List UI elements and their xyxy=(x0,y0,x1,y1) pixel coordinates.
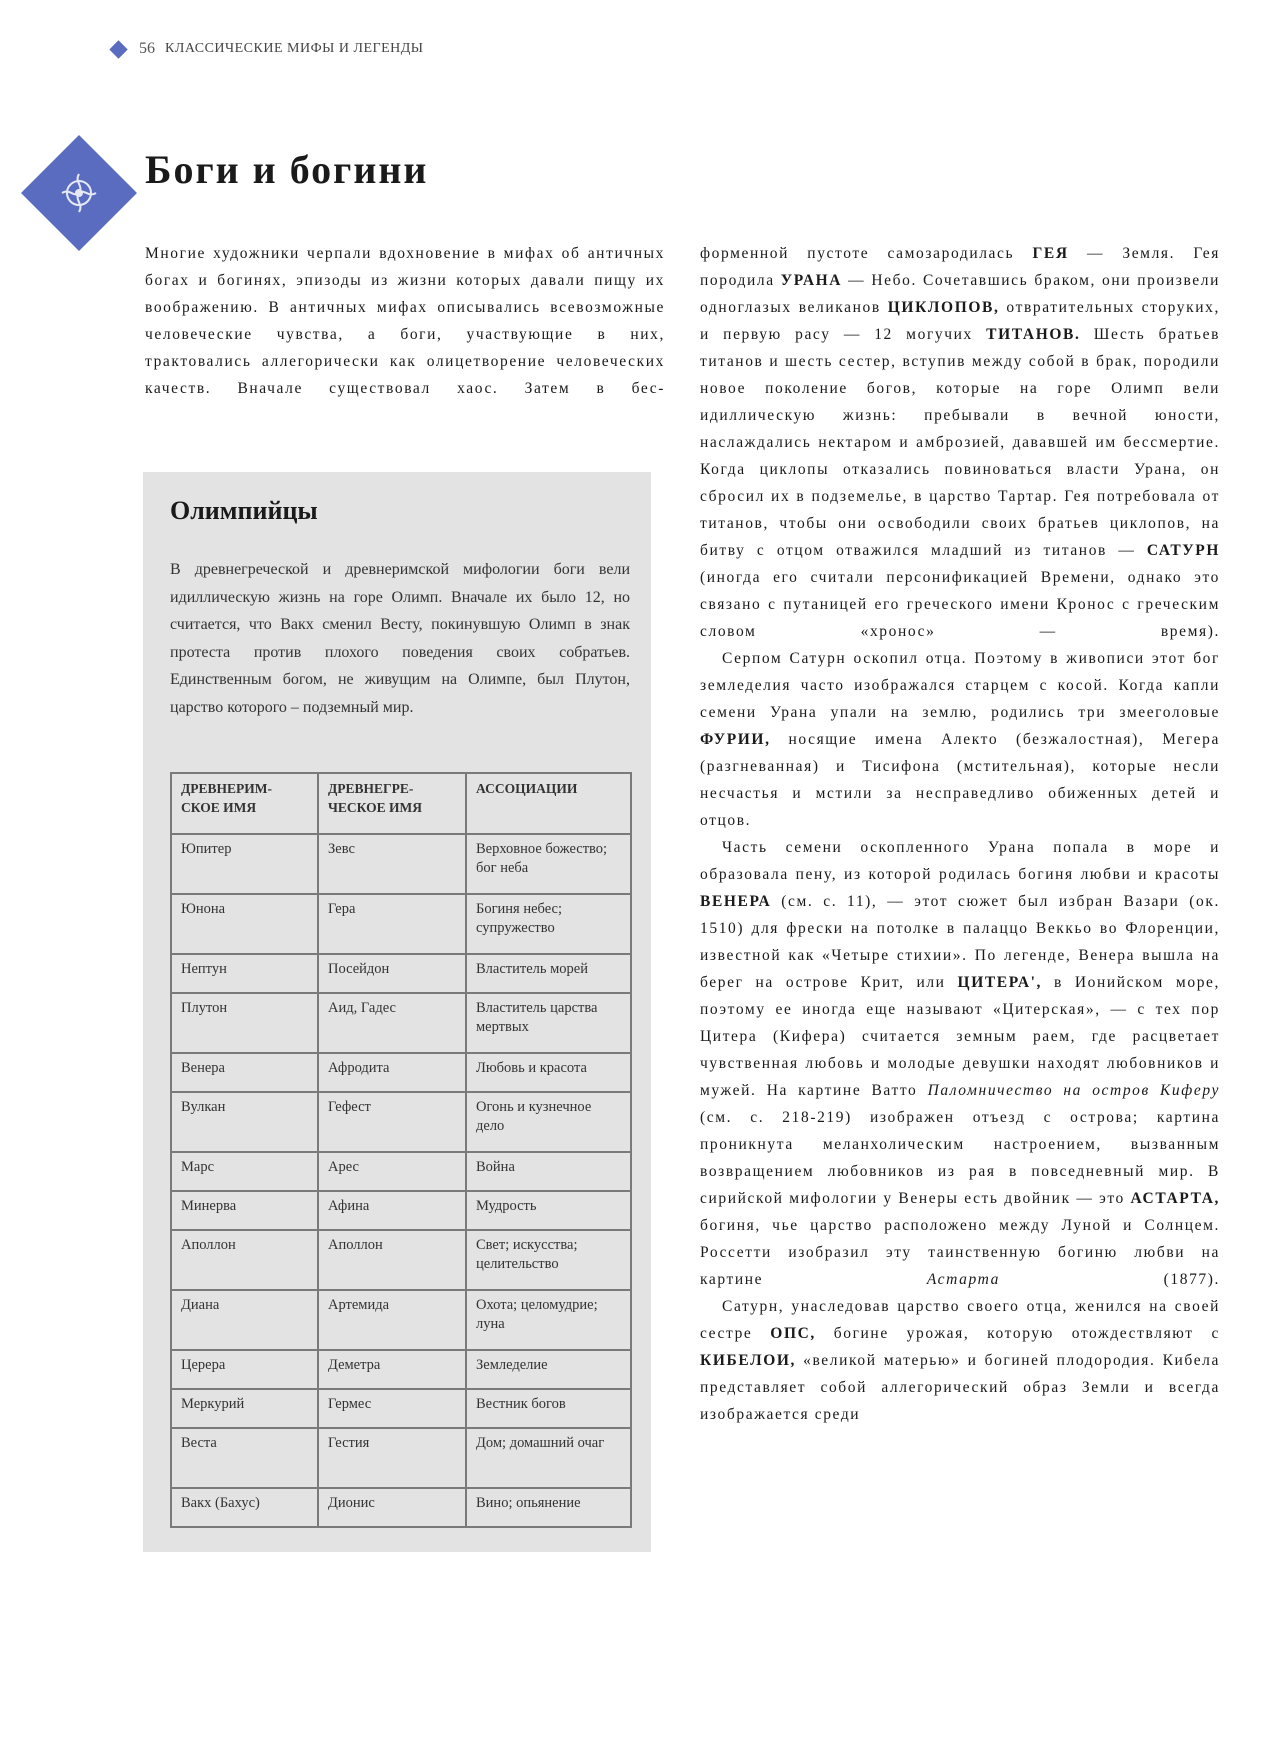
table-row xyxy=(171,1191,631,1230)
association-cell: Верховное божество; бог неба xyxy=(466,834,631,894)
association-cell: Властитель царства мертвых xyxy=(466,993,631,1053)
table-row xyxy=(171,894,631,954)
artwork-title: Паломничество на остров Киферу xyxy=(927,1082,1220,1099)
term-titans: ТИТАНОВ. xyxy=(986,326,1081,343)
page-title: Боги и богини xyxy=(145,147,429,192)
roman-name-cell: Минерва xyxy=(171,1191,318,1230)
term-ops: ОПС, xyxy=(770,1325,816,1342)
association-cell: Мудрость xyxy=(466,1191,631,1230)
artwork-title: Астарта xyxy=(926,1271,1000,1288)
paragraph-1: форменной пустоте самозародилась ГЕЯ — Земля. Гея породила УРАНА — Небо. Сочетавшись браком, они произвели одноглазых великанов ЦИКЛОПОВ, отвратительных сторуких, и первую расу — 12 могучих ТИТАНОВ. Шесть братьев титанов и шесть сестер, вступив между собой в брак, породили новое поколение богов, которые на горе Олимп вели идиллическую жизнь: пребывали в вечной юности, наслаждались нектаром и амброзией, дававшей им бессмертие. Когда циклопы отказались повиноваться власти Урана, он сбросил их в подземелье, в царство Тартар. Гея потребовала от титанов, чтобы они освободили своих братьев циклопов, на битву с отцом отважился младший из титанов — САТУРН (иногда его считали персонификацией Времени, однако это связано с путаницей его греческого имени Кронос с греческим словом «хронос» — время). xyxy=(700,245,1221,640)
greek-name-cell: Аид, Гадес xyxy=(318,993,466,1053)
greek-name-cell: Гефест xyxy=(318,1092,466,1152)
header-greek-name: ДРЕВНЕГРЕ-ЧЕСКОЕ ИМЯ xyxy=(318,773,466,834)
association-cell: Свет; искусства; целительство xyxy=(466,1230,631,1290)
greek-name-cell: Аполлон xyxy=(318,1230,466,1290)
diamond-bullet-icon xyxy=(109,40,127,58)
association-cell: Вестник богов xyxy=(466,1389,631,1428)
greek-name-cell: Дионис xyxy=(318,1488,466,1527)
intro-paragraph: Многие художники черпали вдохновение в мифах об античных богах и богинях, эпизоды из жизни которых давали пищу их воображению. В античных мифах описывались всевозможные человеческие чувства, а боги, участвующие в них, трактовались аллегорически как олицетворение человеческих качеств. Вначале существовал хаос. Затем в бес- xyxy=(145,245,665,397)
greek-name-cell: Зевс xyxy=(318,834,466,894)
running-header xyxy=(112,36,424,62)
term-furies: ФУРИИ, xyxy=(700,731,771,748)
table-row xyxy=(171,1092,631,1152)
sidebar-text: В древнегреческой и древнеримской мифологии боги вели идиллическую жизнь на горе Олимп. Вначале их было 12, но считается, что Вакх сменил Весту, покинувшую Олимп в знак протеста против плохого поведения своих собратьев. Единственным богом, не живущим на Олимпе, был Плутон, царство которого – подземный мир. xyxy=(170,561,630,716)
association-cell: Любовь и красота xyxy=(466,1053,631,1092)
greek-name-cell: Артемида xyxy=(318,1290,466,1350)
association-cell: Охота; целомудрие; луна xyxy=(466,1290,631,1350)
table-row xyxy=(171,1152,631,1191)
greek-name-cell: Деметра xyxy=(318,1350,466,1389)
table-row xyxy=(171,1428,631,1488)
roman-name-cell: Церера xyxy=(171,1350,318,1389)
association-cell: Властитель морей xyxy=(466,954,631,993)
association-cell: Огонь и кузнечное дело xyxy=(466,1092,631,1152)
roman-name-cell: Юпитер xyxy=(171,834,318,894)
table-row xyxy=(171,834,631,894)
table-row xyxy=(171,1290,631,1350)
olympians-sidebar xyxy=(143,472,651,1552)
page-number: 56 xyxy=(139,40,155,57)
association-cell: Земледелие xyxy=(466,1350,631,1389)
table-row xyxy=(171,1488,631,1527)
header-associations: АССОЦИАЦИИ xyxy=(466,773,631,834)
table-row xyxy=(171,1389,631,1428)
left-column xyxy=(145,240,665,402)
greek-name-cell: Гера xyxy=(318,894,466,954)
term-gaia: ГЕЯ xyxy=(1032,245,1069,262)
term-uranus: УРАНА xyxy=(780,272,843,289)
term-cyclopes: ЦИКЛОПОВ, xyxy=(887,299,1000,316)
table-row xyxy=(171,1230,631,1290)
roman-name-cell: Вакх (Бахус) xyxy=(171,1488,318,1527)
table-row xyxy=(171,1350,631,1389)
roman-name-cell: Диана xyxy=(171,1290,318,1350)
table-header-row xyxy=(171,773,631,834)
roman-name-cell: Плутон xyxy=(171,993,318,1053)
roman-name-cell: Нептун xyxy=(171,954,318,993)
term-venus: ВЕНЕРА xyxy=(700,893,772,910)
table-row xyxy=(171,993,631,1053)
running-title: КЛАССИЧЕСКИЕ МИФЫ И ЛЕГЕНДЫ xyxy=(165,41,424,56)
roman-name-cell: Вулкан xyxy=(171,1092,318,1152)
right-column xyxy=(700,240,1220,1428)
roman-name-cell: Юнона xyxy=(171,894,318,954)
table-row xyxy=(171,954,631,993)
greek-name-cell: Афина xyxy=(318,1191,466,1230)
greek-name-cell: Гестия xyxy=(318,1428,466,1488)
greek-name-cell: Посейдон xyxy=(318,954,466,993)
paragraph-2: Серпом Сатурн оскопил отца. Поэтому в живописи этот бог земледелия часто изображался старцем с косой. Когда капли семени Урана упали на землю, родились три змееголовые ФУРИИ, носящие имена Алекто (безжалостная), Мегера (разгневанная) и Тисифона (мстительная), которые несли несчастья и мстили за несправедливо обиженных детей и отцов. xyxy=(700,650,1220,829)
term-astarte: АСТАРТА, xyxy=(1130,1190,1220,1207)
gods-table xyxy=(170,772,632,1528)
sidebar-title: Олимпийцы xyxy=(170,496,318,525)
greek-name-cell: Гермес xyxy=(318,1389,466,1428)
term-saturn: САТУРН xyxy=(1146,542,1220,559)
ornament-emblem-icon xyxy=(21,135,137,251)
roman-name-cell: Венера xyxy=(171,1053,318,1092)
association-cell: Война xyxy=(466,1152,631,1191)
association-cell: Дом; домашний очаг xyxy=(466,1428,631,1488)
paragraph-3: Часть семени оскопленного Урана попала в море и образовала пену, из которой родилась богиня любви и красоты ВЕНЕРА (см. с. 11), — этот сюжет был избран Вазари (ок. 1510) для фрески на потолке в палаццо Веккьо во Флоренции, известной как «Четыре стихии». По легенде, Венера вышла на берег на острове Крит, или ЦИТЕРА', в Ионийском море, поэтому ее иногда еще называют «Цитерская», — с тех пор Цитера (Кифера) считается земным раем, где расцветает чувственная любовь и молодые девушки находят любовников и мужей. На картине Ватто Паломничество на остров Киферу (см. с. 218-219) изображен отъезд с острова; картина проникнута меланхолическим настроением, вызванным возвращением любовников из рая в повседневный мир. В сирийской мифологии у Венеры есть двойник — это АСТАРТА, богиня, чье царство расположено между Луной и Солнцем. Россетти изобразил эту таинственную богиню любви на картине Астарта (1877). xyxy=(700,839,1221,1288)
roman-name-cell: Марс xyxy=(171,1152,318,1191)
table-row xyxy=(171,1053,631,1092)
roman-name-cell: Веста xyxy=(171,1428,318,1488)
term-cythera: ЦИТЕРА', xyxy=(957,974,1042,991)
paragraph-4: Сатурн, унаследовав царство своего отца, женился на своей сестре ОПС, богине урожая, которую отождествляют с КИБЕЛОИ, «великой матерью» и богиней плодородия. Кибела представляет собой аллегорический образ Земли и всегда изображается среди xyxy=(700,1298,1220,1423)
header-roman-name: ДРЕВНЕРИМ-СКОЕ ИМЯ xyxy=(171,773,318,834)
greek-name-cell: Афродита xyxy=(318,1053,466,1092)
term-cybele: КИБЕЛОИ, xyxy=(700,1352,797,1369)
greek-name-cell: Арес xyxy=(318,1152,466,1191)
roman-name-cell: Меркурий xyxy=(171,1389,318,1428)
association-cell: Богиня небес; супружество xyxy=(466,894,631,954)
association-cell: Вино; опьянение xyxy=(466,1488,631,1527)
roman-name-cell: Аполлон xyxy=(171,1230,318,1290)
